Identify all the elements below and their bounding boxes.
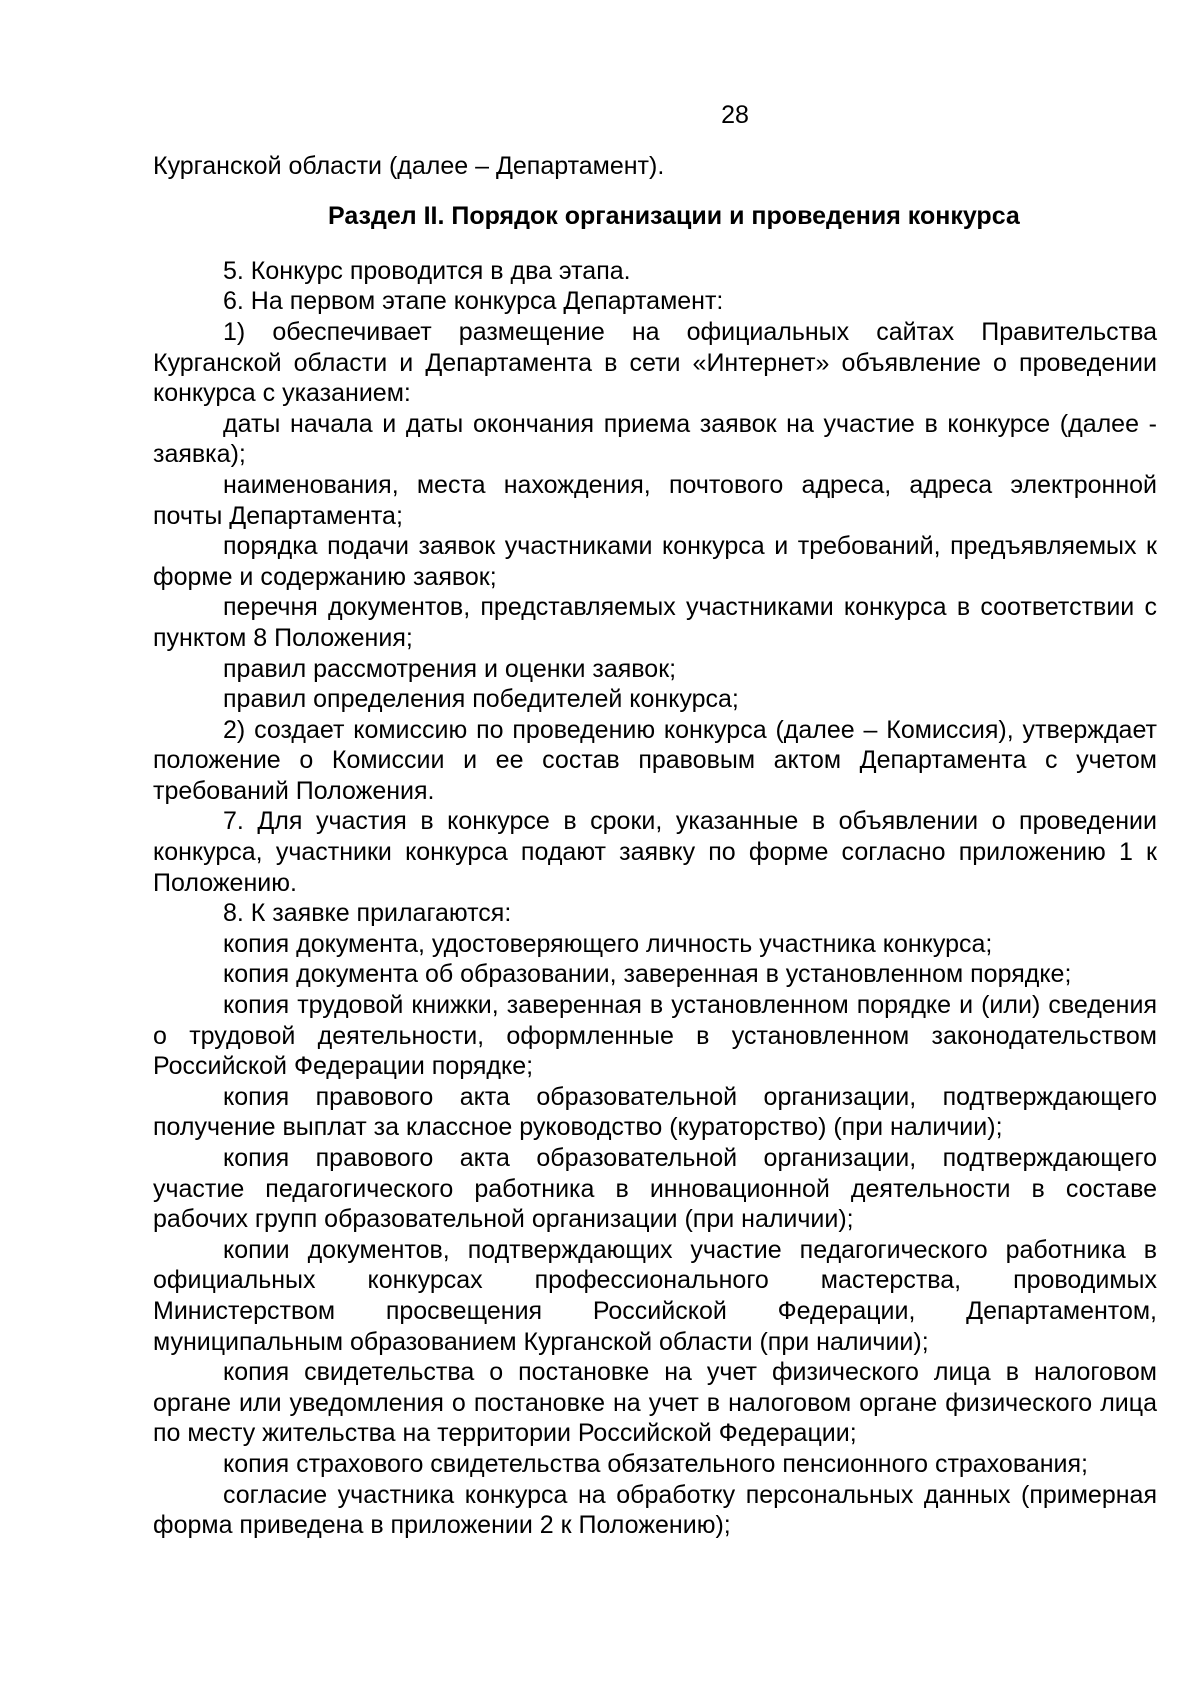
paragraph: копия страхового свидетельства обязательного пенсионного страхования; (223, 1449, 1088, 1478)
paragraph: 7. Для участия в конкурсе в сроки, указанные в объявлении о проведении конкурса, участники конкурса подают заявку по форме согласно приложению 1 к Положению. (153, 807, 1157, 897)
paragraph: правил определения победителей конкурса; (223, 685, 739, 714)
document-page (153, 100, 1157, 1541)
paragraph: копии документов, подтверждающих участие педагогического работника в официальных конкурсах профессионального мастерства, проводимых Министерством просвещения Российской Федерации, Департаментом, муниципальным образованием Курганской области (при наличии); (153, 1235, 1157, 1356)
paragraph: даты начала и даты окончания приема заявок на участие в конкурсе (далее - заявка); (153, 409, 1157, 469)
paragraph: наименования, места нахождения, почтового адреса, адреса электронной почты Департамента; (153, 470, 1157, 530)
paragraph: копия свидетельства о постановке на учет физического лица в налоговом органе или уведомления о постановке на учет в налоговом органе физического лица по месту жительства на территории Российской Федерации; (153, 1358, 1157, 1448)
paragraph: 6. На первом этапе конкурса Департамент: (223, 287, 724, 316)
paragraph: 5. Конкурс проводится в два этапа. (223, 256, 631, 285)
paragraph: 1) обеспечивает размещение на официальных сайтах Правительства Курганской области и Департамента в сети «Интернет» объявление о проведении конкурса с указанием: (153, 317, 1157, 408)
paragraph: согласие участника конкурса на обработку персональных данных (примерная форма приведена в приложении 2 к Положению); (153, 1480, 1157, 1540)
paragraph: правил рассмотрения и оценки заявок; (223, 654, 677, 683)
paragraph: перечня документов, представляемых участниками конкурса в соответствии с пунктом 8 Положения; (153, 593, 1157, 652)
paragraph: копия документа об образовании, заверенная в установленном порядке; (223, 960, 1072, 989)
page-number: 28 (721, 101, 749, 129)
paragraph: копия документа, удостоверяющего личность участника конкурса; (223, 929, 993, 958)
continuation-line: Курганской области (далее – Департамент). (153, 151, 665, 180)
paragraph: копия трудовой книжки, заверенная в установленном порядке и (или) сведения о трудовой деятельности, оформленные в установленном законодательством Российской Федерации порядке; (153, 991, 1157, 1081)
paragraph: 2) создает комиссию по проведению конкурса (далее – Комиссия), утверждает положение о Комиссии и ее состав правовым актом Департамента с учетом требований Положения. (153, 715, 1157, 805)
paragraph: копия правового акта образовательной организации, подтверждающего получение выплат за классное руководство (кураторство) (при наличии); (153, 1082, 1157, 1142)
section-heading: Раздел II. Порядок организации и проведения конкурса (328, 202, 1020, 231)
paragraph: 8. К заявке прилагаются: (223, 899, 512, 928)
paragraph: порядка подачи заявок участниками конкурса и требований, предъявляемых к форме и содержанию заявок; (153, 532, 1157, 591)
paragraph: копия правового акта образовательной организации, подтверждающего участие педагогического работника в инновационной деятельности в составе рабочих групп образовательной организации (при наличии); (153, 1144, 1157, 1234)
